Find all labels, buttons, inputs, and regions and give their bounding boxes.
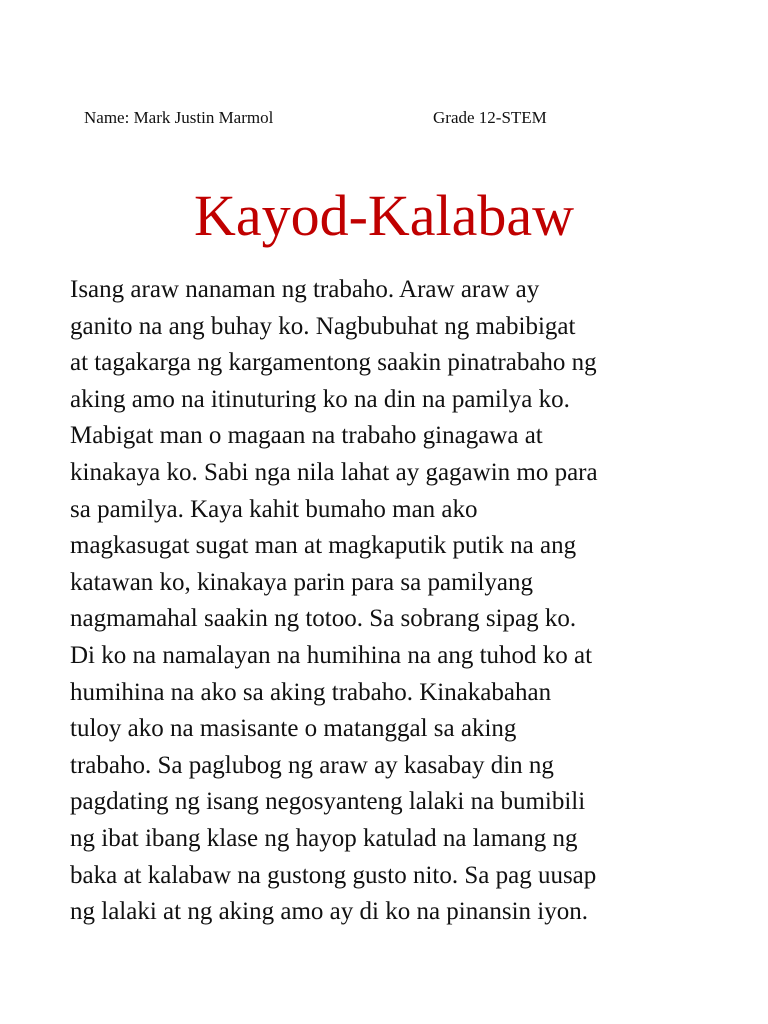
document-title: Kayod-Kalabaw — [193, 183, 575, 248]
story-line: aking amo na itinuturing ko na din na pamilya ko. — [70, 385, 570, 413]
student-name: Name: Mark Justin Marmol — [84, 108, 274, 127]
story-line: Mabigat man o magaan na trabaho ginagawa at — [70, 422, 543, 450]
story-line: humihina na ako sa aking trabaho. Kinakabahan — [70, 678, 552, 706]
story-line: ganito na ang buhay ko. Nagbubuhat ng mabibigat — [70, 312, 576, 340]
story-line: katawan ko, kinakaya parin para sa pamilyang — [70, 568, 534, 596]
story-line: pagdating ng isang negosyanteng lalaki na bumibili — [70, 788, 586, 816]
story-line: ng lalaki at ng aking amo ay di ko na pinansin iyon. — [70, 898, 588, 926]
story-line: at tagakarga ng kargamentong saakin pinatrabaho ng — [70, 349, 597, 377]
story-line: trabaho. Sa paglubog ng araw ay kasabay din ng — [70, 751, 554, 779]
story-line: magkasugat sugat man at magkaputik putik na ang — [70, 532, 577, 560]
story-line: baka at kalabaw na gustong gusto nito. Sa pag uusap — [70, 861, 597, 889]
grade-level: Grade 12-STEM — [433, 108, 547, 127]
story-line: Isang araw nanaman ng trabaho. Araw araw ay — [70, 276, 540, 303]
story-line: nagmamahal saakin ng totoo. Sa sobrang sipag ko. — [70, 605, 577, 633]
document-header — [0, 108, 768, 132]
story-line: Di ko na namalayan na humihina na ang tuhod ko at — [70, 641, 593, 669]
story-line: tuloy ako na masisante o matanggal sa aking — [70, 715, 517, 743]
story-body — [70, 272, 710, 931]
story-line: sa pamilya. Kaya kahit bumaho man ako — [70, 495, 478, 523]
story-line: ng ibat ibang klase ng hayop katulad na lamang ng — [70, 824, 578, 852]
story-line: kinakaya ko. Sabi nga nila lahat ay gagawin mo para — [70, 458, 598, 486]
